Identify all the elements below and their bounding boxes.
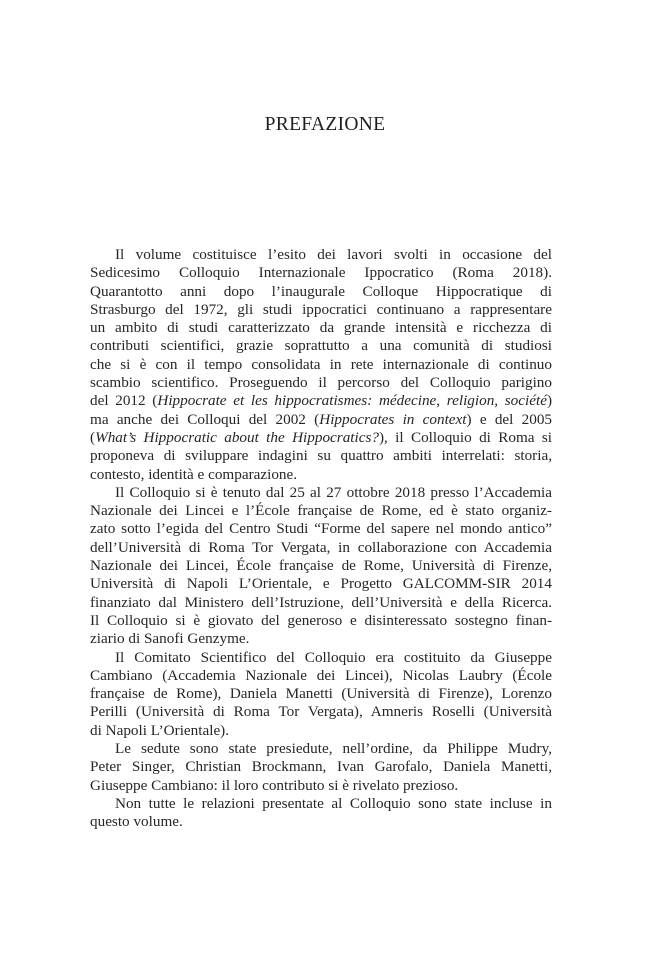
text-line — [90, 575, 552, 593]
text-run: ) e del 2005 — [466, 410, 553, 428]
text-line — [90, 392, 552, 410]
text-line — [90, 411, 552, 429]
text-run: Il Colloquio si è giovato del generoso e disinteressato sostegno finan- — [90, 611, 552, 629]
text-line — [90, 337, 552, 355]
text-run: ), il Colloquio di Roma si — [378, 428, 552, 446]
text-run: Strasburgo del 1972, gli studi ippocratici continuano a rappresentare — [90, 300, 552, 318]
text-line — [90, 630, 552, 648]
text-line — [90, 649, 552, 667]
text-run: Nazionale dei Lincei e l’École française de Rome, ed è stato organiz- — [90, 502, 552, 520]
text-run: che si è con il tempo consolidata in rete internazionale di continuo — [90, 355, 552, 373]
text-run: Il volume costituisce l’esito dei lavori svolti in occasione del — [115, 246, 552, 263]
preface-body — [90, 246, 552, 832]
text-line — [90, 667, 552, 685]
text-run: Quarantotto anni dopo l’inaugurale Colloque Hippocratique di — [90, 282, 552, 300]
text-run: Nazionale dei Lincei, École française de Rome, Università di Firenze, — [90, 557, 552, 575]
text-run: Le sedute sono state presiedute, nell’ordine, da Philippe Mudry, — [115, 740, 552, 758]
text-run: contributi scientifici, grazie soprattutto a una comunità di studiosi — [90, 337, 552, 355]
text-run: questo volume. — [90, 813, 183, 831]
text-run: Il Comitato Scientifico del Colloquio era costituito da Giuseppe — [115, 648, 552, 666]
text-run: Sedicesimo Colloquio Internazionale Ippocratico (Roma 2018). — [90, 264, 552, 282]
text-run: ziario di Sanofi Genzyme. — [90, 630, 250, 648]
paragraph — [90, 649, 552, 740]
text-line — [90, 264, 552, 282]
text-line — [90, 557, 552, 575]
text-line — [90, 319, 552, 337]
text-run: Giuseppe Cambiano: il loro contributo si è rivelato prezioso. — [90, 776, 459, 794]
text-run: Università di Napoli L’Orientale, e Progetto GALCOMM-SIR 2014 — [90, 575, 552, 593]
text-run: un ambito di studi caratterizzato da grande intensità e ricchezza di — [90, 319, 552, 337]
text-line — [90, 356, 552, 374]
text-run: française de Rome), Daniela Manetti (Università di Firenze), Lorenzo — [90, 685, 552, 703]
text-run: ( — [90, 428, 96, 446]
text-line — [90, 502, 552, 520]
text-line — [90, 520, 552, 538]
text-line — [90, 466, 552, 484]
text-line — [90, 301, 552, 319]
text-line — [90, 703, 552, 721]
text-run: scambio scientifico. Proseguendo il percorso del Colloquio parigino — [90, 374, 552, 392]
text-run: del 2012 ( — [90, 392, 158, 410]
italic-title-run: What’s Hippocratic about the Hippocratics? — [95, 428, 379, 446]
text-line — [90, 429, 552, 447]
text-line — [90, 795, 552, 813]
text-run: Cambiano (Accademia Nazionale dei Lincei), Nicolas Laubry (École — [90, 666, 552, 684]
text-line — [90, 813, 552, 831]
text-line — [90, 374, 552, 392]
text-run: Non tutte le relazioni presentate al Colloquio sono state incluse in — [115, 794, 552, 812]
text-line — [90, 740, 552, 758]
text-line — [90, 758, 552, 776]
text-run: Il Colloquio si è tenuto dal 25 al 27 ottobre 2018 presso l’Accademia — [115, 483, 552, 501]
paragraph — [90, 795, 552, 832]
text-run: dell’Università di Roma Tor Vergata, in collaborazione con Accademia — [90, 538, 552, 556]
text-line — [90, 685, 552, 703]
text-line — [90, 777, 552, 795]
paragraph — [90, 740, 552, 795]
text-line — [90, 283, 552, 301]
paragraph — [90, 246, 552, 484]
text-run: ma anche dei Colloqui del 2002 ( — [90, 410, 320, 428]
text-run: zato sotto l’egida del Centro Studi “Forme del sapere nel mondo antico” — [90, 520, 552, 538]
text-line — [90, 246, 552, 264]
text-run: proponeva di sviluppare indagini su quattro ambiti interrelati: storia, — [90, 447, 552, 465]
text-run: contesto, identità e comparazione. — [90, 465, 298, 483]
paragraph — [90, 484, 552, 649]
text-run: di Napoli L’Orientale). — [90, 721, 230, 739]
text-line — [90, 539, 552, 557]
text-line — [90, 484, 552, 502]
italic-title-run: Hippocrate et les hippocratismes: médecine, religion, société — [157, 392, 547, 410]
text-line — [90, 722, 552, 740]
text-run: Peter Singer, Christian Brockmann, Ivan Garofalo, Daniela Manetti, — [90, 758, 552, 776]
page-title: PREFAZIONE — [264, 114, 386, 135]
text-run: finanziato dal Ministero dell’Istruzione, dell’Università e della Ricerca. — [90, 593, 552, 611]
text-line — [90, 612, 552, 630]
italic-title-run: Hippocrates in context — [319, 410, 467, 428]
text-run: Perilli (Università di Roma Tor Vergata), Amneris Roselli (Università — [90, 703, 552, 721]
text-line — [90, 594, 552, 612]
text-line — [90, 447, 552, 465]
text-run: ) — [546, 392, 552, 410]
